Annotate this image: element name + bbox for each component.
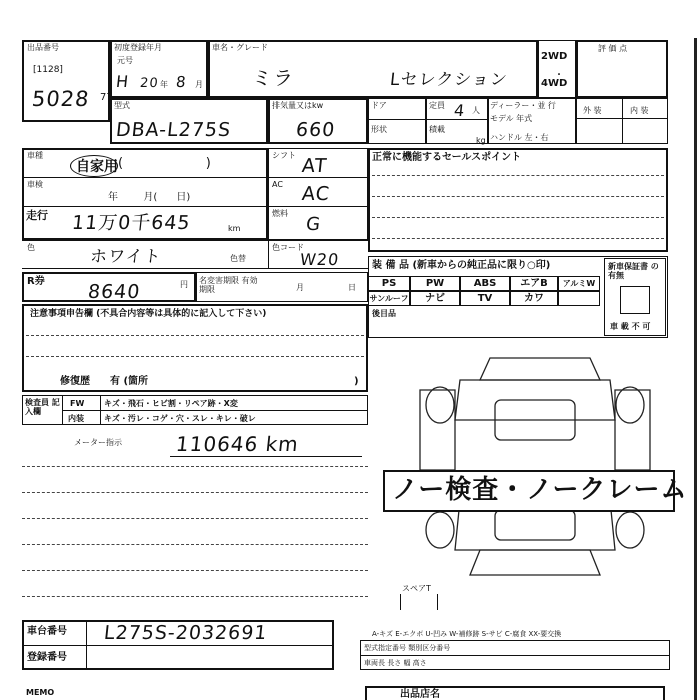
- expiry-label: 名変害期限 有効期限: [199, 276, 258, 294]
- inspection-value: 年 月( 日): [108, 192, 191, 203]
- inspection-label: 車検: [27, 180, 43, 189]
- sp-line-1: [372, 175, 664, 176]
- type-value: DBA-L275S: [114, 119, 233, 141]
- equip-abs: ABS: [460, 276, 510, 291]
- year-value: 20: [139, 76, 160, 91]
- load-label: 積載: [429, 125, 445, 134]
- examiner-hline: [62, 410, 368, 411]
- capacity-label: 定員: [429, 101, 445, 110]
- month-unit: 月: [195, 80, 203, 89]
- equip-sunroof: サンルーフ: [368, 291, 410, 306]
- caution-line-2: [26, 356, 364, 357]
- mileage-label: 走行: [26, 209, 48, 222]
- capacity-value: 4: [453, 101, 467, 120]
- first-reg-label: 初度登録年月: [114, 43, 162, 52]
- equip-alloy: アルミW: [558, 276, 600, 291]
- sp-line-4: [372, 238, 664, 239]
- shift-value: AT: [300, 155, 329, 177]
- legend-divider: [360, 655, 670, 656]
- expiry-month: 月: [296, 283, 304, 292]
- memo-line-4: [22, 544, 368, 545]
- lot-number: 5028: [30, 87, 91, 111]
- door-label: ドア: [371, 101, 387, 110]
- front-left-wheel: [426, 387, 454, 423]
- selling-points-box: [368, 148, 668, 252]
- frame-label: 車台番号: [27, 626, 67, 637]
- rear-window-shape: [495, 510, 575, 540]
- model-year-label: モデル 年式: [490, 114, 533, 123]
- recycle-label: R券: [27, 276, 45, 287]
- in-label: 内装: [68, 414, 84, 423]
- chassis-divider: [22, 645, 334, 646]
- year-unit: 年: [160, 80, 168, 89]
- memo-line-5: [22, 570, 368, 571]
- equip-blank: [558, 291, 600, 306]
- lot-label: 出品番号: [27, 43, 59, 52]
- drive-2wd: 2WD: [541, 51, 568, 62]
- displacement-value: 660: [294, 119, 337, 141]
- rating-label: 評 価 点: [598, 44, 628, 53]
- warranty-checkbox: [620, 286, 650, 314]
- month-value: 8: [175, 73, 188, 91]
- sp-line-3: [372, 217, 664, 218]
- caution-line-1: [26, 335, 364, 336]
- memo-label: MEMO: [26, 688, 55, 697]
- category-value: 自家用: [76, 159, 118, 175]
- warranty-label: 新車保証書 の有無: [608, 262, 659, 280]
- meter-value: 110646 km: [174, 432, 301, 456]
- interior-label: 内 装: [630, 106, 649, 115]
- selling-points-label: 正常に機能するセールスポイント: [372, 152, 522, 163]
- scan-edge: [694, 38, 697, 700]
- rear-bumper-shape: [470, 550, 600, 575]
- dealer-label: 出品店名: [400, 689, 440, 700]
- spare-brackets: [400, 594, 438, 610]
- equip-airbag: エアB: [510, 276, 558, 291]
- rear-seat-label: 後目品: [372, 309, 396, 318]
- recycle-value: 8640: [86, 281, 142, 303]
- load-unit: kg: [476, 136, 486, 145]
- lot-suffix: 77: [100, 92, 113, 103]
- color-label: 色: [27, 243, 35, 252]
- spare-label: スペアT: [402, 584, 431, 593]
- grade: Lセレクション: [388, 70, 509, 90]
- color-code-label: 色コード: [272, 243, 304, 252]
- sp-line-2: [372, 196, 664, 197]
- lot-code: [1128]: [33, 65, 63, 75]
- repair-close: ): [354, 376, 359, 387]
- memo-line-2: [22, 492, 368, 493]
- chassis-vdivider: [86, 620, 87, 670]
- color-divider: [268, 240, 269, 268]
- color-value: ホワイト: [88, 247, 163, 267]
- equip-navi: ナビ: [410, 291, 460, 306]
- left-door-shape: [420, 390, 455, 470]
- condition-vdivider: [622, 98, 623, 144]
- rear-right-wheel: [616, 512, 644, 548]
- fuel-label: 燃料: [272, 209, 288, 218]
- expiry-day: 日: [348, 283, 356, 292]
- repair-label: 修復歴: [60, 376, 90, 387]
- exterior-label: 外 装: [583, 106, 602, 115]
- examiner-label: 検査員 記入欄: [25, 398, 60, 416]
- category-paren: ( ): [118, 156, 211, 171]
- equip-ps: PS: [368, 276, 410, 291]
- color-change-label: 色替: [230, 254, 246, 263]
- no-claim-stamp: ノー検査・ノークレーム: [392, 475, 688, 505]
- displacement-label: 排気量又はkw: [272, 101, 324, 110]
- shape-label: 形状: [371, 125, 387, 134]
- front-bumper-shape: [480, 358, 600, 380]
- recycle-unit: 円: [180, 280, 188, 289]
- color-code-value: W20: [299, 250, 341, 269]
- era-label: 元号: [117, 56, 133, 65]
- fuel-value: G: [304, 214, 323, 235]
- ac-value: AC: [300, 183, 332, 205]
- category-label: 車種: [27, 151, 43, 160]
- handle-label: ハンドル 左・右: [490, 133, 549, 142]
- drive-4wd: 4WD: [541, 78, 568, 89]
- repair-value: 有 (箇所: [110, 376, 149, 387]
- front-right-wheel: [616, 387, 644, 423]
- equip-pw: PW: [410, 276, 460, 291]
- car-name: ミラ: [250, 66, 296, 90]
- rear-left-wheel: [426, 512, 454, 548]
- fw-label: FW: [70, 399, 85, 408]
- color-top-line: [22, 240, 368, 241]
- legend-row3: 車両長 長さ 幅 高さ: [364, 659, 427, 667]
- era-value: H: [115, 72, 131, 91]
- mileage-unit: km: [228, 224, 241, 233]
- legend-row2: 型式指定番号 類別区分番号: [364, 644, 451, 652]
- reg-label: 登録番号: [27, 652, 67, 663]
- mileage-value: 11万0千645: [70, 212, 192, 234]
- memo-line-1: [22, 466, 368, 467]
- in-items: キズ・汚レ・コゲ・穴・スレ・キレ・破レ: [104, 414, 256, 423]
- meter-label: メーター指示: [74, 438, 122, 447]
- caution-label: 注意事項申告欄 (不具合内容等は具体的に記入して下さい): [30, 309, 267, 319]
- memo-line-3: [22, 518, 368, 519]
- type-label: 型式: [114, 101, 130, 110]
- meter-underline: [170, 456, 362, 457]
- equip-tv: TV: [460, 291, 510, 306]
- right-door-shape: [615, 390, 650, 470]
- shift-label: シフト: [272, 151, 296, 160]
- dealer-label: ディーラー・並 行: [490, 101, 556, 110]
- equipment-label: 装 備 品 (新車からの純正品に限り○印): [372, 260, 551, 271]
- drive-separator: ・: [554, 70, 564, 81]
- capacity-unit: 人: [472, 106, 480, 115]
- memo-line-6: [22, 596, 368, 597]
- car-name-label: 車名・グレード: [212, 43, 268, 52]
- damage-legend: A-キズ E-エクボ U-凹み W-補修跡 S-サビ C-腐食 XX-要交換: [372, 630, 562, 638]
- frame-value: L275S-2032691: [102, 622, 269, 644]
- fw-items: キズ・飛石・ヒビ割・リペア跡・X変: [104, 399, 238, 408]
- ac-label: AC: [272, 180, 283, 189]
- warranty-no: 車 載 不 可: [610, 322, 651, 331]
- equip-leather: カワ: [510, 291, 558, 306]
